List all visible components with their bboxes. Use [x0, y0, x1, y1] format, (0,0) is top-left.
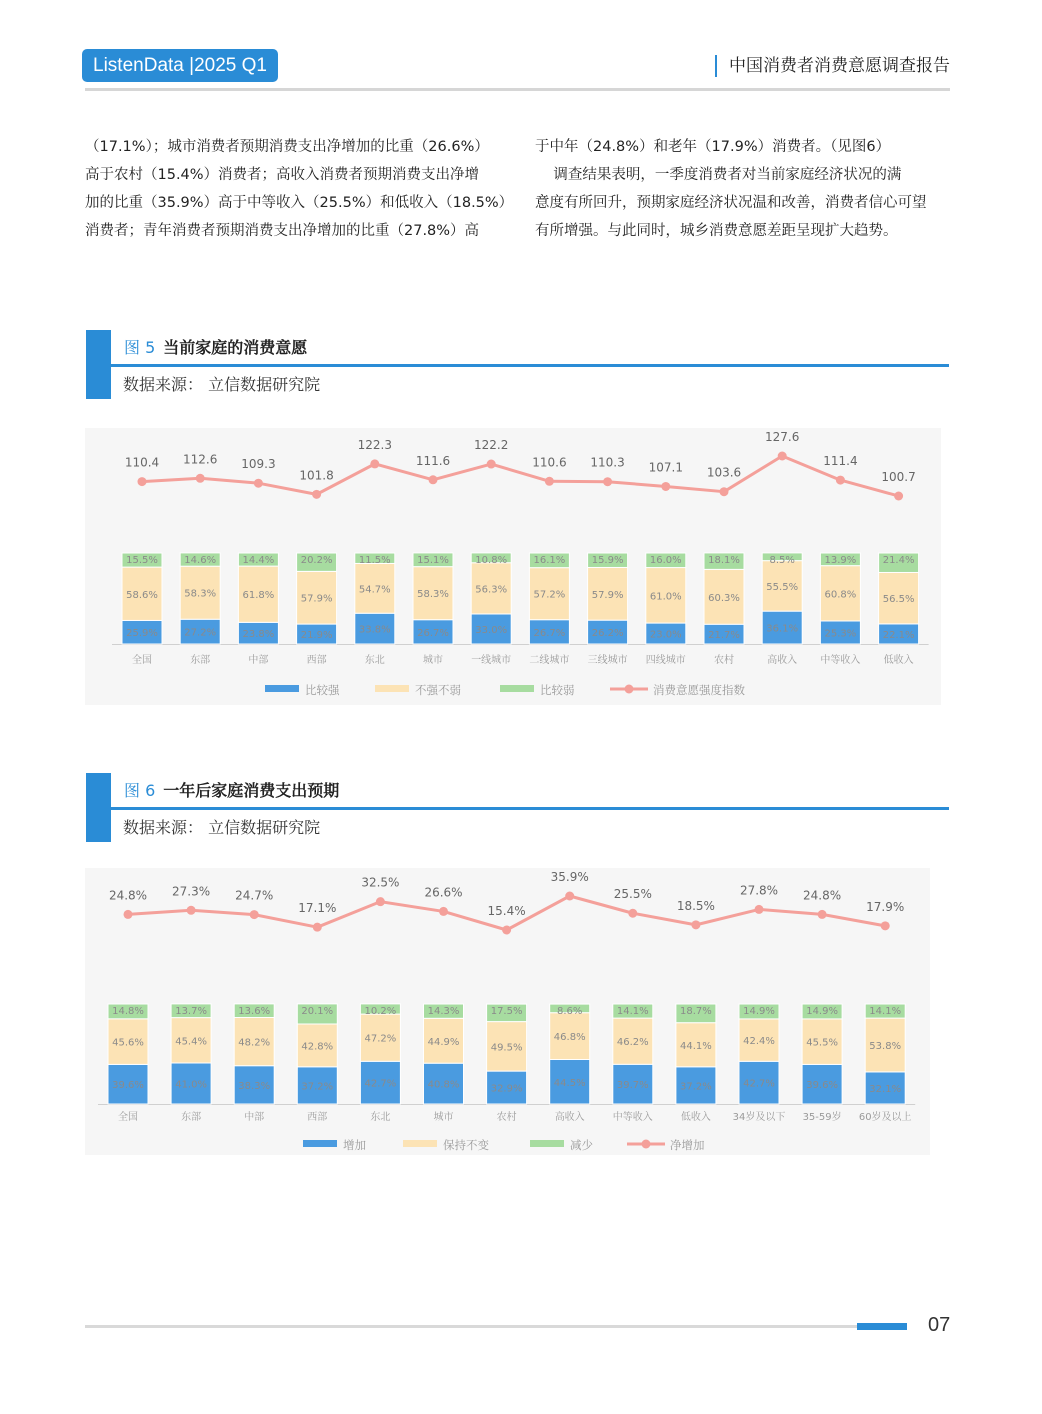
line-value-label: 103.6 [706, 465, 742, 480]
line-value-label: 27.8% [739, 883, 779, 898]
figure-number: 图 6 [124, 781, 156, 800]
data-label: 8.5% [769, 554, 795, 566]
x-tick-label: 东部 [190, 655, 211, 666]
data-label: 48.2% [238, 1037, 271, 1049]
line-point [778, 452, 787, 461]
x-tick-label: 低收入 [883, 655, 914, 666]
figure-source: 数据来源： 立信数据研究院 [123, 375, 321, 394]
line-value-label: 107.1 [648, 460, 683, 475]
data-label: 60.8% [824, 589, 857, 601]
legend-label: 消费意愿强度指数 [653, 683, 745, 697]
data-label: 57.9% [591, 589, 624, 601]
line-value-label: 17.9% [866, 899, 905, 914]
body-text-left-column [85, 133, 513, 245]
x-tick-label: 中等收入 [820, 655, 861, 666]
data-label: 39.6% [112, 1080, 144, 1092]
data-label: 16.1% [533, 555, 566, 566]
legend-label: 减少 [570, 1138, 593, 1152]
x-tick-label: 中部 [244, 1112, 265, 1123]
line-value-label: 25.5% [613, 887, 652, 902]
line-value-label: 110.6 [532, 455, 567, 470]
line-point [818, 910, 827, 919]
line-point [661, 482, 670, 491]
data-label: 56.3% [475, 584, 508, 596]
x-tick-label: 60岁及以上 [858, 1112, 912, 1123]
data-label: 54.7% [358, 584, 391, 596]
line-point [628, 909, 637, 918]
data-label: 39.7% [616, 1080, 649, 1092]
data-label: 45.5% [806, 1037, 838, 1049]
line-point [691, 920, 700, 929]
data-label: 10.2% [364, 1005, 397, 1017]
paragraph-line: 消费者；青年消费者预期消费支出净增加的比重（27.8%）高 [85, 223, 480, 239]
line-point [545, 477, 554, 486]
x-tick-label: 中等收入 [612, 1112, 653, 1123]
x-tick-label: 东北 [364, 655, 385, 666]
data-label: 15.9% [591, 555, 624, 566]
data-label: 44.5% [553, 1077, 586, 1089]
chart-svg [85, 428, 941, 705]
report-badge: ListenData |2025 Q1 [82, 49, 278, 82]
legend-swatch [500, 685, 534, 692]
x-tick-label: 二线城市 [529, 655, 570, 666]
legend-label: 增加 [343, 1138, 366, 1152]
legend-label: 比较强 [305, 683, 340, 697]
figure-number: 图 5 [124, 338, 156, 357]
data-label: 10.8% [475, 554, 508, 566]
figure-title [124, 778, 339, 801]
footer-accent [857, 1323, 907, 1330]
data-label: 18.1% [708, 554, 740, 566]
data-label: 13.7% [175, 1005, 207, 1017]
line-value-label: 32.5% [361, 875, 400, 890]
line-point [187, 906, 196, 915]
line-value-label: 24.8% [803, 888, 842, 903]
data-label: 14.6% [184, 554, 217, 566]
data-label: 38.3% [238, 1080, 271, 1092]
line-point [565, 892, 574, 901]
data-label: 16.0% [649, 555, 682, 566]
figure-accent-bar [86, 773, 111, 842]
paragraph-line: 于中年（24.8%）和老年（17.9%）消费者。（见图6） [535, 139, 891, 155]
figure-title [124, 335, 307, 358]
data-label: 53.8% [869, 1041, 902, 1052]
x-tick-label: 西部 [307, 1112, 328, 1123]
line-value-label: 122.3 [357, 437, 392, 452]
x-tick-label: 34岁及以下 [732, 1112, 786, 1123]
paragraph-line: （17.1%）；城市消费者预期消费支出净增加的比重（26.6%） [85, 139, 489, 155]
legend-label: 保持不变 [443, 1138, 489, 1152]
data-label: 41.0% [175, 1079, 207, 1091]
x-tick-label: 东部 [181, 1112, 202, 1123]
line-value-label: 110.3 [590, 455, 625, 470]
line-value-label: 100.7 [881, 470, 916, 484]
line-value-label: 122.2 [474, 438, 509, 453]
line-point [603, 477, 612, 486]
data-label: 17.5% [490, 1006, 523, 1018]
data-label: 58.3% [417, 589, 449, 601]
x-tick-label: 全国 [132, 655, 152, 666]
x-tick-label: 农村 [496, 1112, 517, 1123]
line-point [312, 490, 321, 499]
data-label: 26.7% [533, 627, 566, 639]
data-label: 11.5% [358, 555, 391, 566]
data-label: 45.6% [112, 1037, 144, 1049]
x-tick-label: 农村 [714, 655, 734, 666]
line-value-label: 27.3% [172, 884, 211, 899]
line-point [196, 474, 205, 483]
data-label: 13.9% [824, 555, 857, 566]
data-label: 47.2% [364, 1033, 397, 1045]
paragraph-line: 加的比重（35.9%）高于中等收入（25.5%）和低收入（18.5%） [85, 195, 514, 211]
line-point [502, 926, 511, 935]
x-tick-label: 城市 [433, 1112, 454, 1123]
x-tick-label: 四线城市 [645, 655, 686, 666]
x-tick-label: 全国 [118, 1112, 138, 1123]
x-tick-label: 三线城市 [587, 655, 628, 666]
figure-source: 数据来源： 立信数据研究院 [123, 818, 321, 837]
data-label: 21.7% [708, 630, 740, 642]
x-tick-label: 高收入 [767, 655, 798, 666]
paragraph-line: 有所增强。与此同时，城乡消费意愿差距呈现扩大趋势。 [535, 223, 898, 239]
x-tick-label: 中部 [248, 655, 269, 666]
data-label: 26.2% [591, 628, 624, 640]
legend-line-marker [642, 1140, 651, 1149]
line-value-label: 24.7% [235, 888, 274, 903]
data-label: 20.2% [300, 555, 333, 566]
data-label: 42.4% [743, 1036, 775, 1048]
line-value-label: 111.4 [823, 454, 858, 469]
figure-title-rule [111, 807, 949, 810]
line-value-label: 17.1% [298, 901, 337, 916]
data-label: 21.4% [882, 555, 915, 566]
data-label: 14.1% [869, 1006, 902, 1017]
data-label: 23.0% [649, 629, 682, 641]
line-point [487, 460, 496, 469]
x-tick-label: 西部 [306, 655, 327, 666]
line-point [370, 459, 379, 468]
line-point [439, 907, 448, 916]
data-label: 46.2% [616, 1037, 649, 1049]
data-label: 61.0% [649, 591, 682, 603]
line-point [720, 487, 729, 496]
line-value-label: 111.6 [415, 453, 451, 468]
legend-swatch [403, 1140, 437, 1147]
x-tick-label: 一线城市 [471, 655, 512, 666]
data-label: 14.1% [616, 1006, 649, 1017]
data-label: 25.3% [824, 628, 857, 640]
line-point [124, 910, 133, 919]
line-value-label: 15.4% [487, 904, 526, 918]
legend-swatch [265, 685, 299, 692]
figure-title-text: 当前家庭的消费意愿 [163, 338, 308, 357]
line-point [138, 477, 147, 486]
legend-label: 比较弱 [540, 683, 575, 697]
legend-label: 不强不弱 [415, 683, 461, 697]
data-label: 40.8% [427, 1079, 460, 1091]
data-label: 14.3% [427, 1006, 460, 1017]
line-value-label: 35.9% [550, 870, 589, 884]
data-label: 42.7% [743, 1078, 775, 1090]
figure-title-text: 一年后家庭消费支出预期 [163, 781, 340, 800]
line-value-label: 26.6% [424, 885, 463, 900]
data-label: 37.2% [680, 1081, 712, 1093]
data-label: 22.1% [882, 629, 915, 641]
line-value-label: 127.6 [765, 430, 800, 444]
data-label: 57.9% [300, 593, 333, 605]
data-label: 14.8% [112, 1006, 144, 1017]
line-point [313, 923, 322, 932]
data-label: 37.2% [301, 1081, 334, 1093]
line-value-label: 110.4 [124, 455, 160, 470]
line-value-label: 112.6 [183, 452, 218, 467]
line-point [894, 492, 903, 501]
data-label: 33.0% [475, 624, 508, 636]
data-label: 58.6% [126, 589, 158, 601]
data-label: 14.4% [242, 555, 275, 566]
x-tick-label: 东北 [370, 1112, 391, 1123]
line-value-label: 101.8 [299, 468, 334, 483]
data-label: 36.1% [766, 623, 799, 635]
data-label: 60.3% [708, 592, 740, 604]
x-tick-label: 高收入 [554, 1112, 585, 1123]
data-label: 14.9% [743, 1006, 775, 1017]
data-label: 15.5% [126, 555, 158, 566]
paragraph-line: 意度有所回升，预期家庭经济状况温和改善，消费者信心可望 [535, 195, 927, 211]
line-value-label: 24.8% [108, 888, 148, 903]
data-label: 23.8% [242, 629, 275, 641]
line-point [254, 479, 263, 488]
x-tick-label: 35-59岁 [802, 1112, 842, 1123]
data-label: 58.3% [184, 588, 217, 600]
legend-swatch [375, 685, 409, 692]
legend-line-marker [625, 685, 634, 694]
figure-accent-bar [86, 330, 111, 399]
data-label: 55.5% [766, 581, 799, 593]
report-title: 中国消费者消费意愿调查报告 [715, 55, 950, 77]
data-label: 33.8% [358, 624, 391, 636]
line-point [881, 921, 890, 930]
data-label: 20.1% [301, 1005, 334, 1017]
footer-divider [85, 1325, 907, 1328]
data-label: 61.8% [242, 590, 275, 602]
data-label: 44.1% [680, 1040, 712, 1052]
data-label: 27.2% [184, 627, 217, 639]
legend-swatch [303, 1140, 337, 1147]
body-text-right-column [535, 133, 927, 245]
data-label: 13.6% [238, 1005, 271, 1017]
data-label: 39.6% [806, 1080, 838, 1092]
data-label: 42.8% [301, 1041, 334, 1053]
header-divider [85, 88, 950, 91]
data-label: 8.6% [556, 1006, 583, 1018]
legend-label: 净增加 [670, 1138, 705, 1152]
data-label: 49.5% [490, 1042, 523, 1054]
page-number: 07 [928, 1314, 951, 1336]
x-tick-label: 低收入 [680, 1112, 711, 1123]
line-point [250, 910, 259, 919]
data-label: 57.2% [533, 589, 566, 601]
paragraph-line: 高于农村（15.4%）消费者；高收入消费者预期消费支出净增 [85, 167, 480, 183]
data-label: 14.9% [806, 1006, 838, 1017]
line-point [429, 475, 438, 484]
data-label: 25.9% [126, 628, 158, 640]
legend-swatch [530, 1140, 564, 1147]
line-value-label: 109.3 [241, 457, 276, 472]
line-value-label: 18.5% [676, 898, 715, 913]
data-label: 15.1% [417, 554, 449, 566]
x-tick-label: 城市 [423, 655, 443, 666]
data-label: 46.8% [553, 1032, 586, 1044]
figure-5-chart [85, 428, 941, 705]
data-label: 18.7% [680, 1006, 712, 1017]
figure-6-chart [85, 868, 930, 1155]
paragraph-line: 调查结果表明，一季度消费者对当前家庭经济状况的满 [535, 167, 902, 183]
line-point [376, 897, 385, 906]
data-label: 32.1% [869, 1083, 902, 1095]
data-label: 42.7% [364, 1078, 397, 1090]
data-label: 32.9% [490, 1083, 523, 1095]
data-label: 44.9% [427, 1036, 460, 1048]
data-label: 21.9% [300, 630, 333, 642]
data-label: 45.4% [175, 1036, 207, 1048]
line-point [755, 905, 764, 914]
data-label: 26.7% [417, 627, 449, 639]
figure-title-rule [111, 364, 949, 367]
data-label: 56.5% [882, 594, 915, 606]
line-point [836, 476, 845, 485]
chart-svg [85, 868, 930, 1155]
